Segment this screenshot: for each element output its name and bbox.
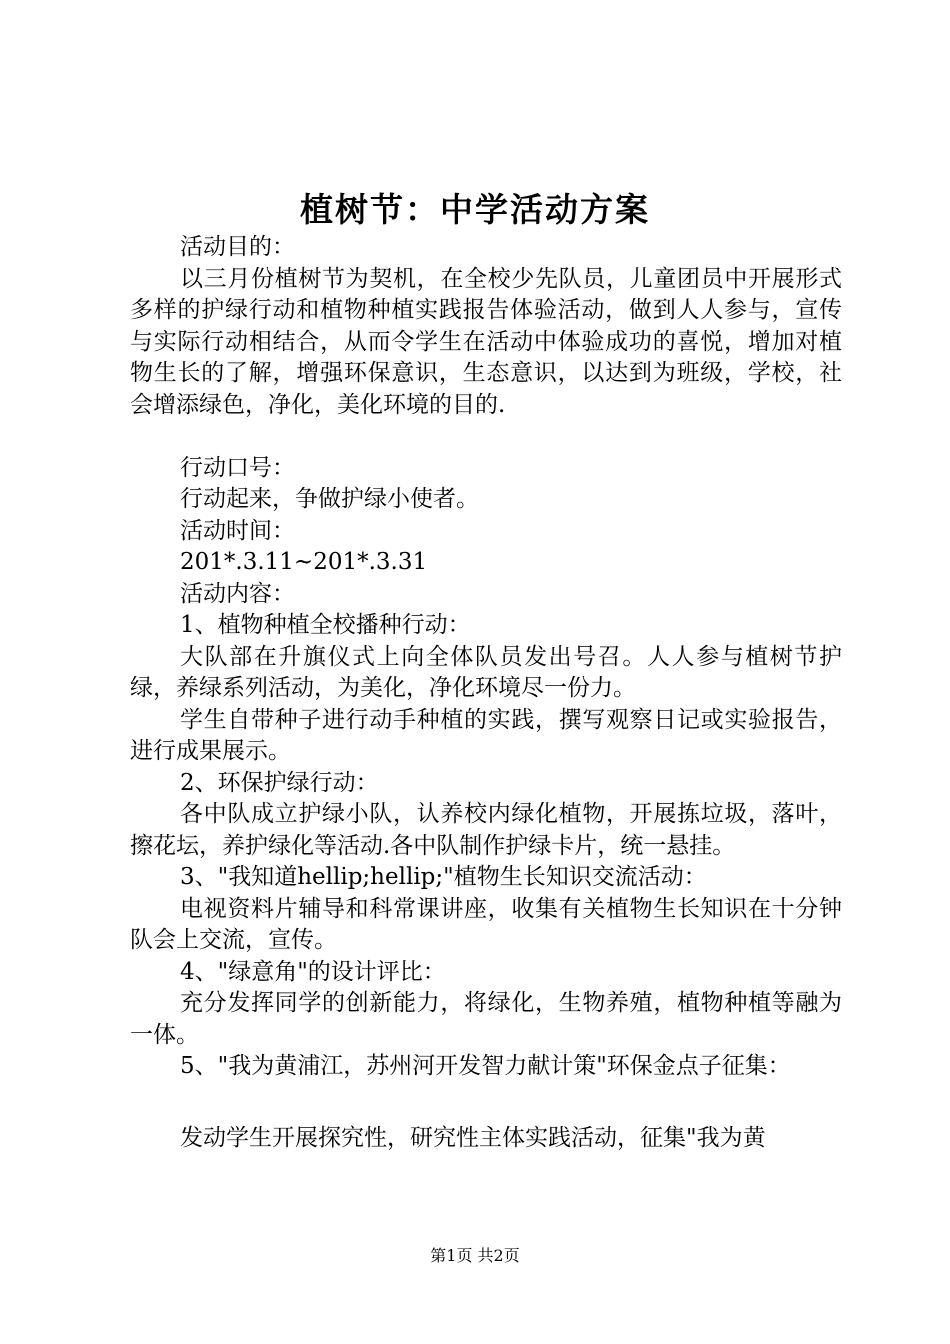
paragraph-time: 201*.3.11~201*.3.31: [180, 549, 428, 575]
heading-time: 活动时间：: [180, 517, 295, 544]
item-3-heading: 3、"我知道hellip;hellip;"植物生长知识交流活动：: [180, 864, 707, 890]
item-5-paragraph: 发动学生开展探究性，研究性主体实践活动，征集"我为黄: [180, 1124, 766, 1151]
paragraph-slogan: 行动起来，争做护绿小使者。: [180, 486, 479, 512]
page-number-footer: 第1页 共2页: [430, 1246, 520, 1265]
item-2-heading: 2、环保护绿行动：: [180, 769, 379, 796]
item-1-paragraph-a: 大队部在升旗仪式上向全体队员发出号召。人人参与植树节护绿，养绿系列活动，为美化，净化环境尽一份力。: [130, 643, 842, 701]
document-body: [130, 232, 842, 1154]
item-3-paragraph: 电视资料片辅导和科常课讲座，收集有关植物生长知识在十分钟队会上交流，宣传。: [130, 895, 842, 953]
item-1-heading: 1、植物种植全校播种行动：: [180, 612, 471, 638]
heading-content: 活动内容：: [180, 580, 295, 607]
spacer: [130, 1083, 842, 1123]
heading-purpose: 活动目的：: [180, 234, 295, 260]
heading-slogan: 行动口号：: [180, 454, 295, 481]
paragraph-purpose: 以三月份植树节为契机，在全校少先队员，儿童团员中开展形式多样的护绿行动和植物种植实践报告体验活动，做到人人参与，宣传与实际行动相结合，从而令学生在活动中体验成功的喜悦，增加对植物生长的了解，增强环保意识，生态意识，以达到为班级，学校，社会增添绿色，净化，美化环境的目的.: [130, 265, 842, 418]
item-2-paragraph: 各中队成立护绿小队，认养校内绿化植物，开展拣垃圾，落叶，擦花坛，养护绿化等活动.各中队制作护绿卡片，统一悬挂。: [130, 801, 842, 859]
spacer: [130, 421, 842, 453]
item-4-paragraph: 充分发挥同学的创新能力，将绿化，生物养殖，植物种植等融为一体。: [130, 990, 842, 1048]
item-4-heading: 4、"绿意角"的设计评比：: [180, 958, 446, 985]
item-5-heading: 5、"我为黄浦江，苏州河开发智力献计策"环保金点子征集：: [180, 1053, 791, 1079]
item-1-paragraph-b: 学生自带种子进行动手种植的实践，撰写观察日记或实验报告，进行成果展示。: [130, 706, 842, 764]
document-title: 植树节：中学活动方案: [300, 190, 650, 229]
